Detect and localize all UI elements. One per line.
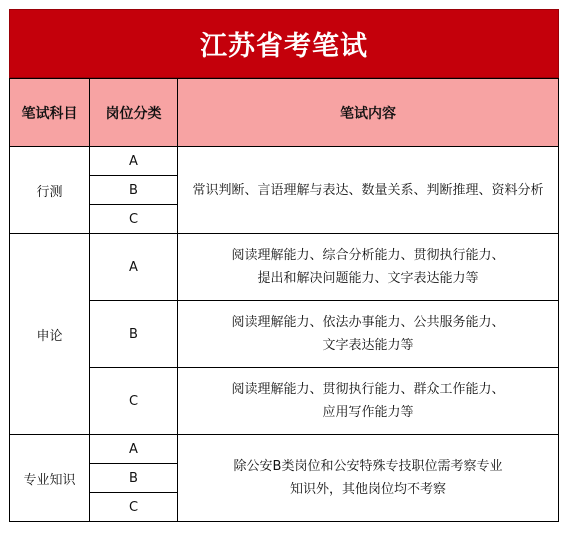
- content-line: 提出和解决问题能力、文字表达能力等: [257, 271, 479, 286]
- content-line: 阅读理解能力、依法办事能力、公共服务能力、: [231, 315, 505, 330]
- table-row: [10, 147, 559, 176]
- category-cell: A: [90, 234, 178, 301]
- table-row: [10, 301, 559, 368]
- content-cell: [178, 301, 559, 368]
- category-cell: B: [90, 176, 178, 205]
- table-title: 江苏省考笔试: [9, 9, 559, 78]
- content-line: 阅读理解能力、综合分析能力、贯彻执行能力、: [231, 248, 505, 263]
- content-cell: [178, 234, 559, 301]
- content-cell: 常识判断、言语理解与表达、数量关系、判断推理、资料分析: [178, 147, 559, 234]
- content-line: 阅读理解能力、贯彻执行能力、群众工作能力、: [231, 382, 505, 397]
- category-cell: C: [90, 205, 178, 234]
- category-cell: C: [90, 368, 178, 435]
- table-row: [10, 234, 559, 301]
- subject-cell: 专业知识: [10, 435, 90, 522]
- header-category: 岗位分类: [90, 79, 178, 147]
- content-cell: [178, 435, 559, 522]
- category-cell: B: [90, 464, 178, 493]
- header-content: 笔试内容: [178, 79, 559, 147]
- content-line: 应用写作能力等: [322, 405, 414, 420]
- content-cell: [178, 368, 559, 435]
- category-cell: B: [90, 301, 178, 368]
- header-row: [10, 79, 559, 147]
- exam-table-container: [9, 9, 559, 522]
- category-cell: A: [90, 435, 178, 464]
- subject-cell: 行测: [10, 147, 90, 234]
- table-row: [10, 368, 559, 435]
- table-row: [10, 435, 559, 464]
- header-subject: 笔试科目: [10, 79, 90, 147]
- category-cell: A: [90, 147, 178, 176]
- content-line: 知识外，其他岗位均不考察: [289, 482, 446, 497]
- content-line: 文字表达能力等: [322, 338, 414, 353]
- content-line: 除公安B类岗位和公安特殊专技职位需考察专业: [233, 459, 503, 474]
- subject-cell: 申论: [10, 234, 90, 435]
- exam-table: [9, 78, 559, 522]
- category-cell: C: [90, 493, 178, 522]
